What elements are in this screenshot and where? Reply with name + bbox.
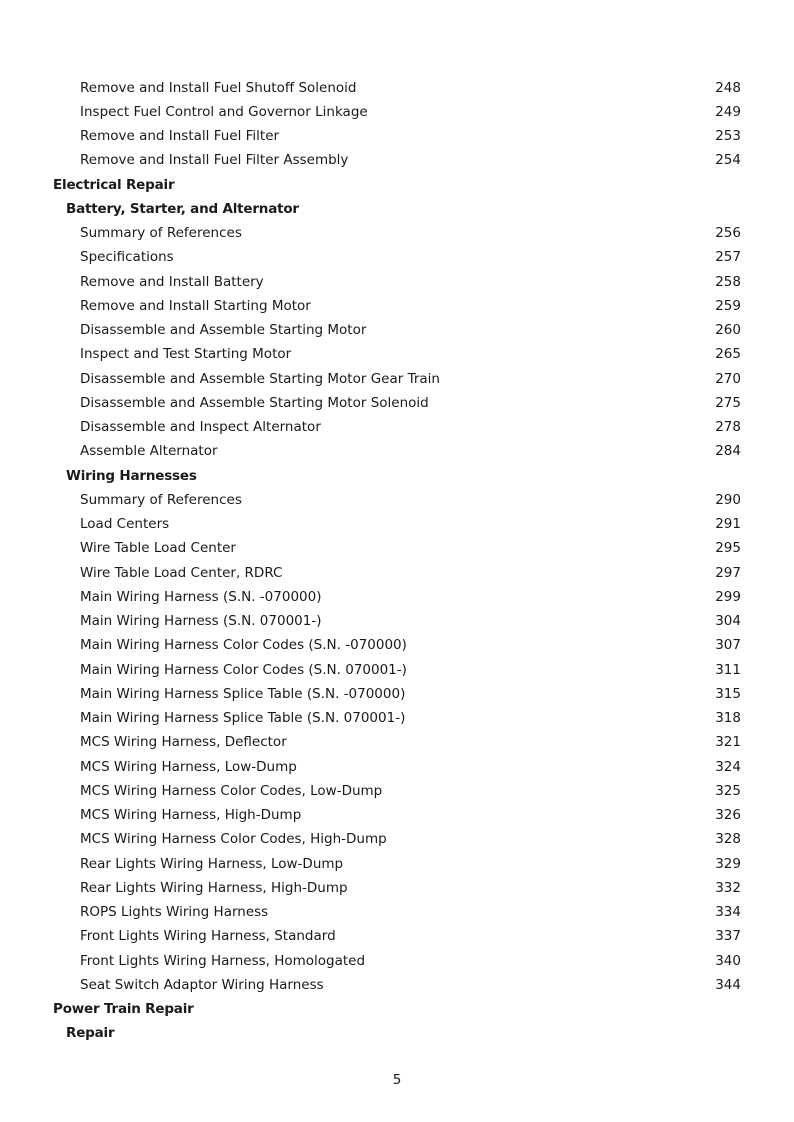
toc-entry-title: ROPS Lights Wiring Harness — [80, 904, 269, 921]
toc-entry-title: MCS Wiring Harness Color Codes, Low-Dump — [80, 782, 383, 799]
toc-entry-title: Wiring Harnesses — [66, 467, 197, 484]
toc-entry-page-number: 259 — [715, 297, 741, 314]
toc-entry[interactable] — [0, 585, 794, 609]
toc-entry[interactable] — [0, 609, 794, 633]
toc-entry[interactable] — [0, 536, 794, 560]
toc-entry[interactable] — [0, 294, 794, 318]
toc-entry[interactable] — [0, 924, 794, 948]
toc-entry-title: Disassemble and Assemble Starting Motor Gear Train — [80, 370, 440, 387]
toc-entry[interactable] — [0, 949, 794, 973]
toc-entry[interactable] — [0, 706, 794, 730]
toc-entry-title: Disassemble and Assemble Starting Motor Solenoid — [80, 394, 429, 411]
toc-entry-page-number: 257 — [715, 249, 741, 266]
toc-entry-page-number: 340 — [715, 952, 741, 969]
toc-entry-page-number: 254 — [715, 152, 741, 169]
toc-entry-title: Wire Table Load Center — [80, 540, 236, 557]
toc-entry-page-number: 256 — [715, 225, 741, 242]
toc-entry-title: Remove and Install Battery — [80, 273, 264, 290]
toc-entry[interactable] — [0, 342, 794, 366]
toc-entry-page-number: 332 — [715, 879, 741, 896]
toc-entry-page-number: 249 — [715, 103, 741, 120]
toc-entry-title: Main Wiring Harness (S.N. 070001-) — [80, 613, 322, 630]
toc-entry-title: MCS Wiring Harness, High-Dump — [80, 807, 302, 824]
toc-entry-title: Main Wiring Harness Color Codes (S.N. 070001-) — [80, 661, 407, 678]
toc-entry-page-number: 329 — [715, 855, 741, 872]
toc-entry-title: Seat Switch Adaptor Wiring Harness — [80, 976, 324, 993]
toc-entry-title: Inspect Fuel Control and Governor Linkage — [80, 103, 368, 120]
toc-entry-page-number: 253 — [715, 128, 741, 145]
toc-entry[interactable] — [0, 658, 794, 682]
toc-entry-title: Main Wiring Harness Splice Table (S.N. -070000) — [80, 685, 406, 702]
table-of-contents — [0, 76, 794, 1046]
toc-entry-page-number: 315 — [715, 685, 741, 702]
toc-entry[interactable] — [0, 876, 794, 900]
toc-entry-title: Summary of References — [80, 225, 242, 242]
toc-entry-title: MCS Wiring Harness, Low-Dump — [80, 758, 297, 775]
toc-entry-page-number: 304 — [715, 613, 741, 630]
toc-entry-title: Specifications — [80, 249, 174, 266]
toc-entry[interactable] — [0, 561, 794, 585]
toc-entry-page-number: 324 — [715, 758, 741, 775]
toc-entry-page-number: 344 — [715, 976, 741, 993]
toc-entry-page-number: 284 — [715, 443, 741, 460]
toc-section-heading[interactable] — [0, 997, 794, 1021]
toc-entry-title: Main Wiring Harness Color Codes (S.N. -070000) — [80, 637, 407, 654]
toc-entry-page-number: 265 — [715, 346, 741, 363]
toc-entry-page-number: 326 — [715, 807, 741, 824]
toc-entry[interactable] — [0, 124, 794, 148]
toc-entry[interactable] — [0, 391, 794, 415]
toc-entry-title: MCS Wiring Harness, Deflector — [80, 734, 287, 751]
toc-entry-title: Rear Lights Wiring Harness, Low-Dump — [80, 855, 344, 872]
toc-entry-page-number: 278 — [715, 419, 741, 436]
page-number: 5 — [392, 1072, 402, 1088]
toc-entry[interactable] — [0, 488, 794, 512]
toc-entry-title: Battery, Starter, and Alternator — [66, 200, 299, 217]
toc-entry-title: Remove and Install Fuel Filter — [80, 128, 280, 145]
toc-subsection-heading[interactable] — [0, 464, 794, 488]
toc-entry[interactable] — [0, 439, 794, 463]
toc-subsection-heading[interactable] — [0, 197, 794, 221]
toc-entry[interactable] — [0, 755, 794, 779]
toc-entry[interactable] — [0, 100, 794, 124]
toc-entry-title: Wire Table Load Center, RDRC — [80, 564, 283, 581]
toc-entry-title: Remove and Install Fuel Shutoff Solenoid — [80, 79, 357, 96]
toc-entry-title: Repair — [66, 1025, 115, 1042]
toc-entry-page-number: 318 — [715, 710, 741, 727]
toc-entry[interactable] — [0, 270, 794, 294]
toc-entry-page-number: 297 — [715, 564, 741, 581]
toc-entry-title: Rear Lights Wiring Harness, High-Dump — [80, 879, 348, 896]
toc-entry-title: Inspect and Test Starting Motor — [80, 346, 292, 363]
toc-entry[interactable] — [0, 367, 794, 391]
toc-entry-title: Front Lights Wiring Harness, Standard — [80, 928, 336, 945]
toc-entry-page-number: 295 — [715, 540, 741, 557]
toc-entry-title: Power Train Repair — [53, 1001, 194, 1018]
toc-entry[interactable] — [0, 973, 794, 997]
toc-entry-title: Disassemble and Inspect Alternator — [80, 419, 321, 436]
toc-entry-title: MCS Wiring Harness Color Codes, High-Dump — [80, 831, 387, 848]
toc-entry-page-number: 291 — [715, 516, 741, 533]
toc-entry-page-number: 248 — [715, 79, 741, 96]
toc-entry-page-number: 325 — [715, 782, 741, 799]
toc-entry[interactable] — [0, 245, 794, 269]
toc-entry-title: Summary of References — [80, 491, 242, 508]
toc-entry[interactable] — [0, 76, 794, 100]
toc-entry[interactable] — [0, 827, 794, 851]
toc-entry-page-number: 260 — [715, 322, 741, 339]
toc-entry-title: Electrical Repair — [53, 176, 175, 193]
toc-entry[interactable] — [0, 633, 794, 657]
toc-entry-page-number: 334 — [715, 904, 741, 921]
toc-entry[interactable] — [0, 512, 794, 536]
toc-entry-title: Main Wiring Harness (S.N. -070000) — [80, 588, 322, 605]
toc-entry[interactable] — [0, 803, 794, 827]
toc-entry[interactable] — [0, 730, 794, 754]
toc-entry[interactable] — [0, 415, 794, 439]
toc-entry[interactable] — [0, 852, 794, 876]
toc-entry-page-number: 258 — [715, 273, 741, 290]
toc-entry[interactable] — [0, 900, 794, 924]
toc-entry-page-number: 275 — [715, 394, 741, 411]
toc-entry-page-number: 299 — [715, 588, 741, 605]
toc-entry-page-number: 321 — [715, 734, 741, 751]
toc-entry-title: Main Wiring Harness Splice Table (S.N. 070001-) — [80, 710, 406, 727]
toc-entry-page-number: 290 — [715, 491, 741, 508]
toc-entry-title: Remove and Install Fuel Filter Assembly — [80, 152, 349, 169]
toc-entry[interactable] — [0, 148, 794, 172]
toc-entry-title: Remove and Install Starting Motor — [80, 297, 311, 314]
toc-entry-page-number: 307 — [715, 637, 741, 654]
toc-subsection-heading[interactable] — [0, 1021, 794, 1045]
toc-entry-page-number: 311 — [715, 661, 741, 678]
toc-entry-page-number: 270 — [715, 370, 741, 387]
toc-entry-page-number: 337 — [715, 928, 741, 945]
toc-entry[interactable] — [0, 318, 794, 342]
toc-entry-page-number: 328 — [715, 831, 741, 848]
toc-entry-title: Load Centers — [80, 516, 170, 533]
toc-entry-title: Assemble Alternator — [80, 443, 218, 460]
toc-entry[interactable] — [0, 779, 794, 803]
toc-entry[interactable] — [0, 221, 794, 245]
toc-entry[interactable] — [0, 682, 794, 706]
toc-entry-title: Disassemble and Assemble Starting Motor — [80, 322, 367, 339]
toc-section-heading[interactable] — [0, 173, 794, 197]
toc-entry-title: Front Lights Wiring Harness, Homologated — [80, 952, 366, 969]
